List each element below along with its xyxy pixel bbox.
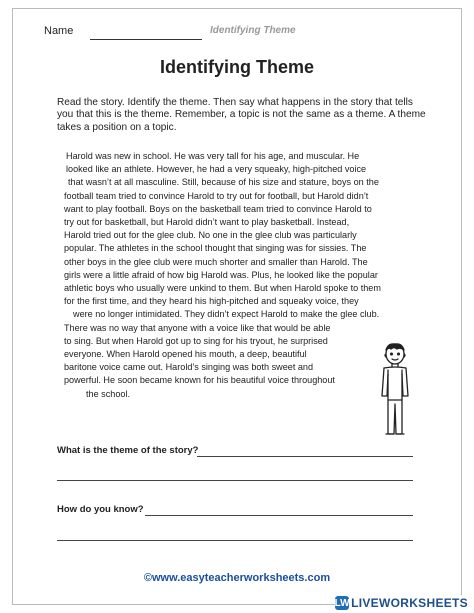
story-line: powerful. He soon became known for his beautiful voice throughout bbox=[64, 375, 335, 386]
question-how-label: How do you know? bbox=[57, 504, 144, 515]
how-answer-line-2[interactable] bbox=[57, 540, 413, 541]
story-line: athletic boys who usually were unkind to them. But when Harold spoke to them bbox=[64, 283, 381, 293]
story-line: baritone voice came out. Harold’s singing was both sweet and bbox=[64, 362, 314, 373]
how-answer-line-1[interactable] bbox=[145, 515, 413, 516]
header-subtitle: Identifying Theme bbox=[210, 25, 296, 36]
liveworksheets-icon: LW bbox=[334, 597, 350, 609]
story-line: Harold tried out for the glee club. No one in the glee club was particularly bbox=[64, 230, 357, 241]
story-line: girls were a little afraid of how big Harold was. Plus, he looked like the popular bbox=[64, 269, 378, 280]
story-line: were no longer intimidated. They didn’t expect Harold to make the glee club. bbox=[73, 309, 380, 320]
story-line: to sing. But when Harold got up to sing for his tryout, he surprised bbox=[64, 335, 328, 346]
story-line: that wasn’t at all masculine. Still, because of his size and stature, boys on the bbox=[68, 177, 379, 188]
story-line: other boys in the glee club were much shorter and smaller than Harold. The bbox=[64, 256, 368, 267]
story-line: for the first time, and they heard his high-pitched and squeaky voice, they bbox=[64, 296, 359, 307]
story-line: There was no way that anyone with a voice like that would be able bbox=[64, 322, 331, 333]
page-title: Identifying Theme bbox=[159, 57, 314, 77]
story-line: try out for basketball, but Harold didn’t want to play basketball. Instead, bbox=[64, 217, 350, 227]
liveworksheets-text: LIVEWORKSHEETS bbox=[351, 596, 468, 610]
story-line: the school. bbox=[86, 388, 130, 399]
question-theme-label: What is the theme of the story? bbox=[57, 445, 199, 456]
footer-url[interactable]: ©www.easyteacherworksheets.com bbox=[143, 572, 331, 584]
boy-figure-icon bbox=[370, 340, 420, 440]
instructions-text: Read the story. Identify the theme. Then say what happens in the story that tells you that this is the theme. Remember, a topic is not the same as a theme. A theme takes a position on a topic. bbox=[57, 97, 426, 133]
theme-answer-line-2[interactable] bbox=[57, 480, 413, 481]
story-line: want to play football. Boys on the basketball team tried to convince Harold to bbox=[64, 203, 372, 214]
liveworksheets-logo[interactable] bbox=[335, 595, 468, 611]
name-label: Name bbox=[44, 25, 74, 37]
story-line: football team tried to convince Harold to try out for football, but Harold didn’t bbox=[64, 190, 369, 201]
story-line: looked like an athlete. However, he had a very squeaky, high-pitched voice bbox=[66, 164, 367, 175]
story-line: Harold was new in school. He was very tall for his age, and muscular. He bbox=[66, 151, 360, 161]
theme-answer-line-1[interactable] bbox=[197, 456, 413, 457]
story-line: everyone. When Harold opened his mouth, a deep, beautiful bbox=[64, 349, 307, 359]
name-input-line[interactable] bbox=[90, 39, 202, 40]
story-line: popular. The athletes in the school thought that singing was for sissies. The bbox=[64, 243, 367, 254]
